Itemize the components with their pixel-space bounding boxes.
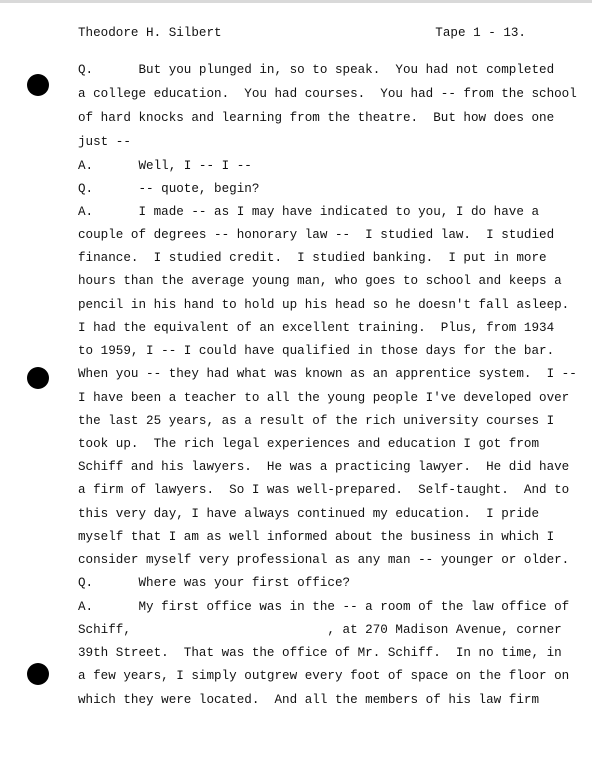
- page-header: [78, 26, 526, 40]
- transcript-line: took up. The rich legal experiences and education I got from: [78, 437, 540, 451]
- transcript-line: myself that I am as well informed about the business in which I: [78, 530, 555, 544]
- transcript-line: Q. -- quote, begin?: [78, 182, 260, 196]
- transcript-line: hours than the average young man, who goes to school and keeps a: [78, 274, 562, 288]
- transcript-line: a college education. You had courses. You had -- from the school: [78, 87, 577, 101]
- transcript-line: Schiff and his lawyers. He was a practicing lawyer. He did have: [78, 460, 570, 474]
- binder-hole-middle: [27, 367, 49, 389]
- transcript-line: a firm of lawyers. So I was well-prepared. Self-taught. And to: [78, 483, 570, 497]
- transcript-line: A. I made -- as I may have indicated to you, I do have a: [78, 205, 540, 219]
- tape-page-number: Tape 1 - 13.: [435, 26, 526, 40]
- transcript-line: 39th Street. That was the office of Mr. Schiff. In no time, in: [78, 646, 562, 660]
- transcript-line: a few years, I simply outgrew every foot of space on the floor on: [78, 669, 570, 683]
- page-top-edge: [0, 0, 592, 3]
- transcript-line: Schiff, , at 270 Madison Avenue, corner: [78, 623, 562, 637]
- transcript-line: Q. Where was your first office?: [78, 576, 351, 590]
- transcript-line: this very day, I have always continued my education. I pride: [78, 507, 540, 521]
- transcript-line: to 1959, I -- I could have qualified in those days for the bar.: [78, 344, 555, 358]
- binder-hole-bottom: [27, 663, 49, 685]
- transcript-line: the last 25 years, as a result of the rich university courses I: [78, 414, 555, 428]
- transcript-line: of hard knocks and learning from the theatre. But how does one: [78, 111, 555, 125]
- transcript-line: I had the equivalent of an excellent training. Plus, from 1934: [78, 321, 555, 335]
- transcript-line: A. My first office was in the -- a room of the law office of: [78, 600, 570, 614]
- transcript-line: pencil in his hand to hold up his head so he doesn't fall asleep.: [78, 298, 570, 312]
- transcript-line: which they were located. And all the members of his law firm: [78, 693, 540, 707]
- transcript-line: just --: [78, 135, 131, 149]
- transcript-line: Q. But you plunged in, so to speak. You had not completed: [78, 63, 555, 77]
- transcript-line: consider myself very professional as any man -- younger or older.: [78, 553, 570, 567]
- transcript-line: When you -- they had what was known as an apprentice system. I --: [78, 367, 577, 381]
- transcript-line: couple of degrees -- honorary law -- I studied law. I studied: [78, 228, 555, 242]
- binder-hole-top: [27, 74, 49, 96]
- transcript-line: A. Well, I -- I --: [78, 159, 252, 173]
- interviewee-name: Theodore H. Silbert: [78, 26, 222, 40]
- transcript-line: I have been a teacher to all the young people I've developed over: [78, 391, 570, 405]
- transcript-line: finance. I studied credit. I studied banking. I put in more: [78, 251, 547, 265]
